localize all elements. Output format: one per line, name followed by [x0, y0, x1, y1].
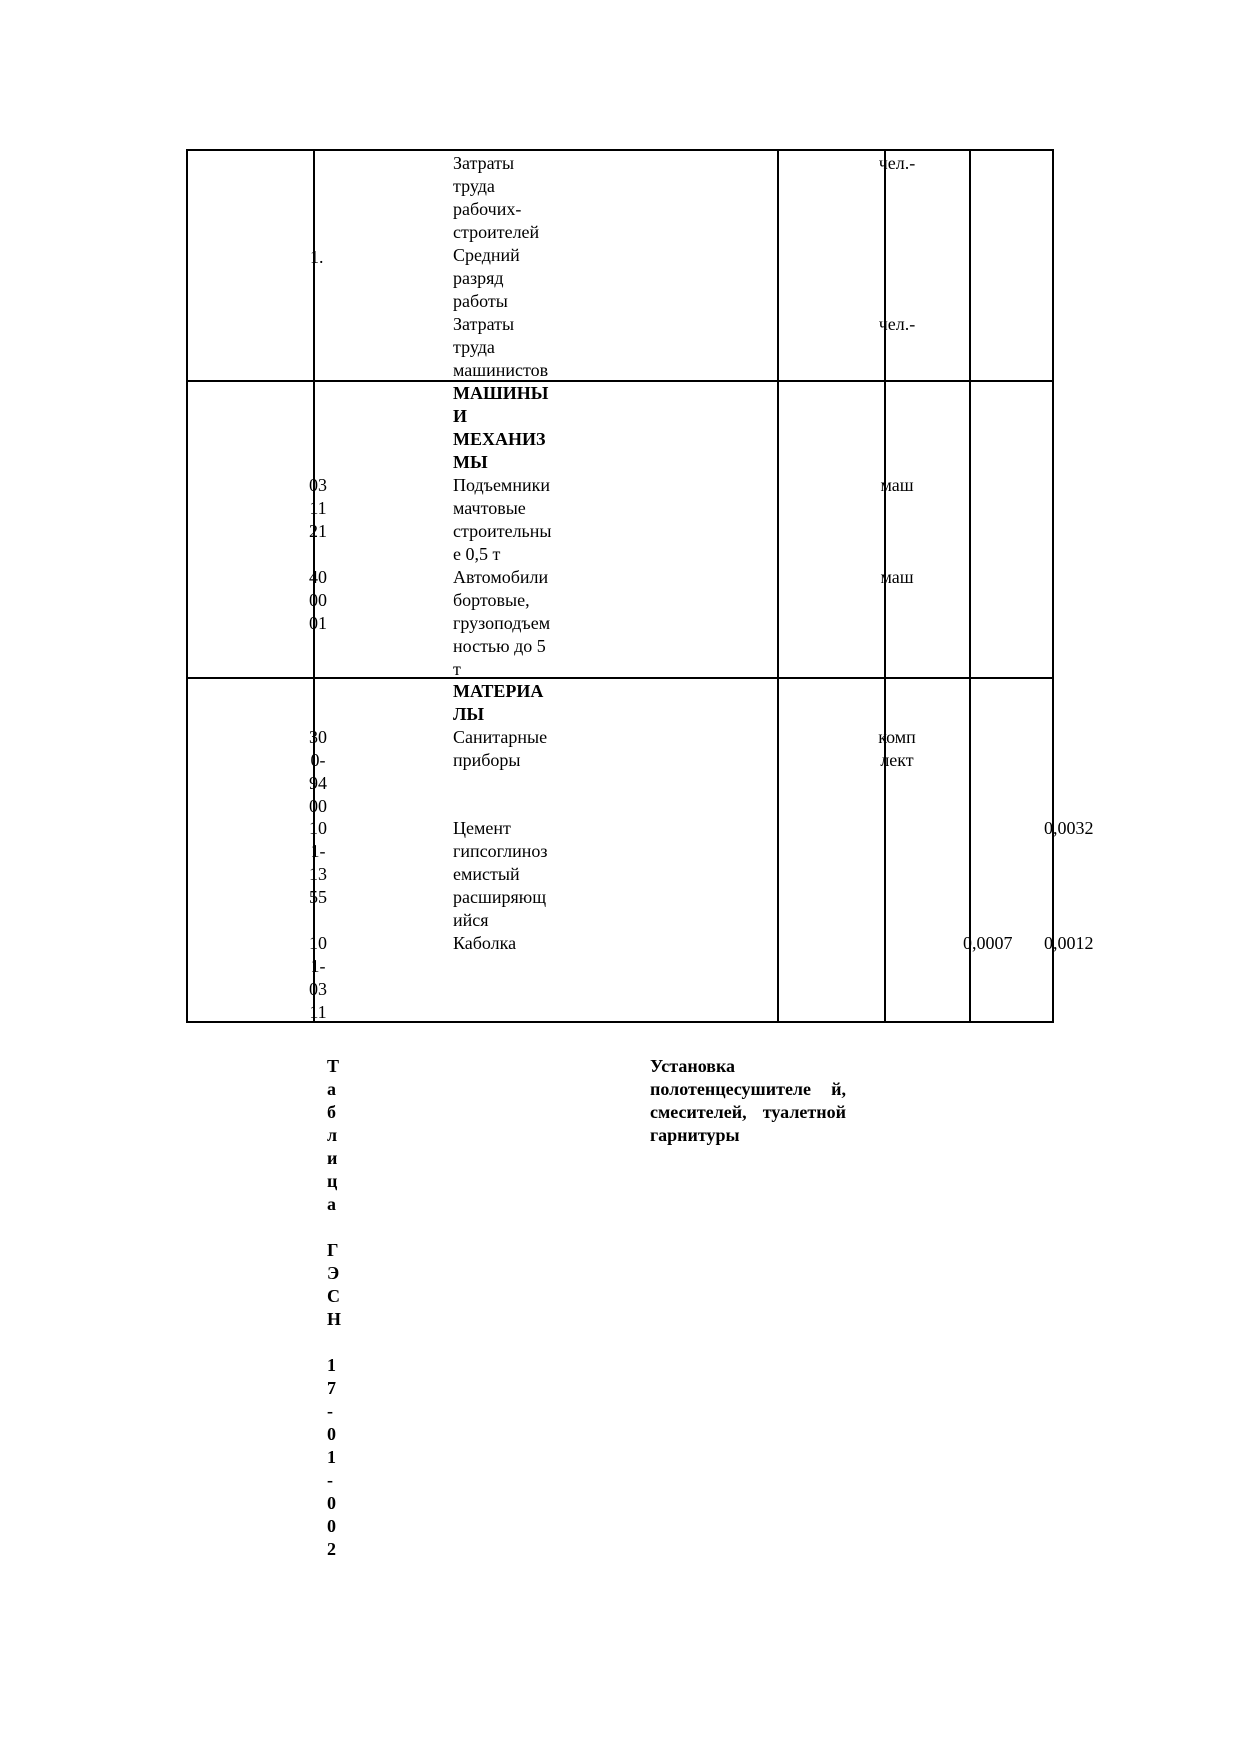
item-name: Средний разряд работы — [453, 245, 520, 311]
table-label-char: 1 — [327, 1355, 336, 1375]
item-name: Цемент гипсоглиноз емистый расширяющ ийся — [453, 818, 548, 930]
item-value: 0,0012 — [1044, 933, 1094, 953]
item-value: 0,0007 — [963, 933, 1013, 953]
table-border-right — [1052, 150, 1054, 1022]
table-label-char: Н — [327, 1309, 342, 1329]
table-label — [327, 1055, 347, 1561]
item-unit: маш — [880, 475, 914, 495]
item-code: 40 00 01 — [309, 567, 327, 633]
item-unit: комп лект — [878, 727, 916, 770]
item-name: Затраты труда рабочих- строителей — [453, 153, 540, 242]
table-label-char: 0 — [327, 1493, 336, 1513]
item-value: 0,0032 — [1044, 818, 1094, 838]
item-code: 30 0- 94 00 — [309, 727, 327, 816]
table-row-separator — [186, 677, 1054, 679]
table-divider-name — [777, 150, 779, 1022]
item-unit: чел.- — [878, 153, 916, 173]
item-unit: чел.- — [878, 314, 916, 334]
table-label-char — [327, 1331, 347, 1354]
table-label-char: 2 — [327, 1539, 336, 1559]
table-label-char: С — [327, 1286, 340, 1306]
table-label-char: 0 — [327, 1516, 336, 1536]
item-name: Санитарные приборы — [453, 727, 548, 770]
item-code: 03 11 21 — [309, 475, 327, 541]
table-label-char: Г — [327, 1240, 339, 1260]
table-row-separator — [186, 380, 1054, 382]
table-border-top — [186, 149, 1054, 151]
table-border-left — [186, 150, 188, 1022]
table-divider-value — [969, 150, 971, 1022]
item-name: Каболка — [453, 933, 517, 953]
item-code: 10 1- 13 55 — [309, 818, 327, 907]
table-label-char: ц — [327, 1171, 338, 1191]
item-name: Подъемники мачтовые строительны е 0,5 т — [453, 475, 552, 564]
table-label-char: - — [327, 1401, 333, 1421]
table-label-char: 0 — [327, 1424, 336, 1444]
table-label-char: 1 — [327, 1447, 336, 1467]
item-unit: маш — [880, 567, 914, 587]
item-name: Затраты труда машинистов — [453, 314, 549, 380]
row-number: 1. — [310, 247, 324, 267]
item-name: Автомобили бортовые, грузоподъем ностью до 5 т — [453, 567, 551, 679]
table-label-char — [327, 1216, 347, 1239]
table-label-char: а — [327, 1079, 336, 1099]
table-label-char: Т — [327, 1056, 340, 1076]
table-label-char: и — [327, 1148, 338, 1168]
table-title: Установка полотенцесушителе й, смесителей, туалетной гарнитуры — [650, 1056, 846, 1145]
section-heading: МАТЕРИА ЛЫ — [453, 681, 544, 724]
table-label-char: - — [327, 1470, 333, 1490]
section-heading: МАШИНЫ И МЕХАНИЗ МЫ — [453, 383, 549, 472]
table-label-char: 7 — [327, 1378, 336, 1398]
table-label-char: б — [327, 1102, 336, 1122]
table-label-char: а — [327, 1194, 336, 1214]
table-label-char: л — [327, 1125, 338, 1145]
table-label-char: Э — [327, 1263, 340, 1283]
item-code: 10 1- 03 11 — [309, 933, 327, 1022]
